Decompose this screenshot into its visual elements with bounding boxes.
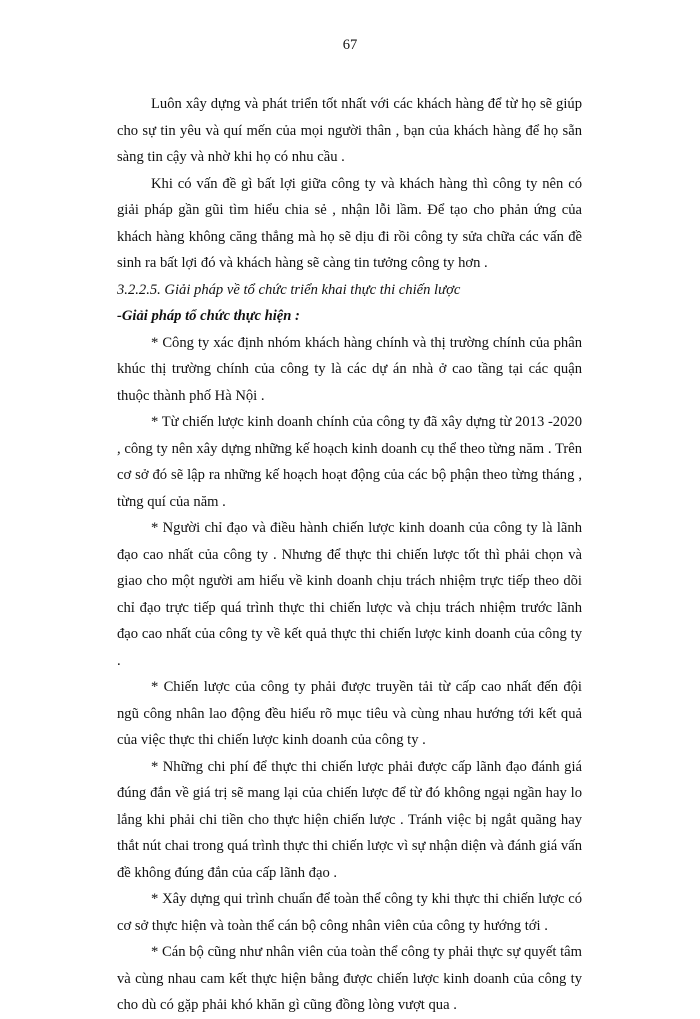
bullet-paragraph: * Cán bộ cũng như nhân viên của toàn thể công ty phải thực sự quyết tâm và cùng nhau cam kết thực hiện bằng được chiến lược kinh doanh của công ty cho dù có gặp phải khó khăn gì cũng đồng lòng vượt qua . <box>117 944 582 1013</box>
bullet-paragraph: * Từ chiến lược kinh doanh chính của công ty đã xây dựng từ 2013 -2020 , công ty nên xây dựng những kế hoạch kinh doanh cụ thể theo từng năm . Trên cơ sở đó sẽ lập ra những kế hoạch hoạt động của các bộ phận theo từng tháng , từng quí của năm . <box>117 414 582 510</box>
paragraph: Luôn xây dựng và phát triển tốt nhất với các khách hàng để từ họ sẽ giúp cho sự tin yêu và quí mến của mọi người thân , bạn của khách hàng để họ sẵn sàng tin cậy và nhờ khi họ có nhu cầu . <box>117 96 582 165</box>
paragraph: Khi có vấn đề gì bất lợi giữa công ty và khách hàng thì công ty nên có giải pháp gần gũi tìm hiểu chia sẻ , nhận lỗi lầm. Để tạo cho phản ứng của khách hàng không căng thẳng mà họ sẽ dịu đi rồi công ty sửa chữa các vấn đề sinh ra bất lợi đó và khách hàng sẽ càng tin tưởng công ty hơn . <box>117 175 582 271</box>
body-text <box>117 91 582 1019</box>
bullet-paragraph: * Những chi phí để thực thi chiến lược phải được cấp lãnh đạo đánh giá đúng đắn về giá trị sẽ mang lại của chiến lược để từ đó không ngại ngần hay lo lắng khi phải chi tiền cho thực hiện chiến lược . Tránh việc bị ngắt quãng hay thắt nút chai trong quá trình thực thi chiến lược vì sự nhận diện và đánh giá vấn đề không đúng đắn của cấp lãnh đạo . <box>117 758 582 881</box>
bullet-paragraph: * Người chỉ đạo và điều hành chiến lược kinh doanh của công ty là lãnh đạo cao nhất của công ty . Nhưng để thực thi chiến lược tốt thì phải chọn và giao cho một người am hiểu về kinh doanh chịu trách nhiệm trực tiếp theo dõi chỉ đạo trực tiếp quá trình thực thi chiến lược và chịu trách nhiệm trước lãnh đạo cao nhất của công ty về kết quả thực thi chiến lược kinh doanh của công ty . <box>117 520 582 669</box>
bullet-paragraph: * Chiến lược của công ty phải được truyền tải từ cấp cao nhất đến đội ngũ công nhân lao động đều hiểu rõ mục tiêu và cùng nhau hướng tới kết quả của việc thực thi chiến lược kinh doanh của công ty . <box>117 679 582 748</box>
bullet-paragraph: * Công ty xác định nhóm khách hàng chính và thị trường chính của phân khúc thị trường chính của công ty là các dự án nhà ở cao tầng tại các quận thuộc thành phố Hà Nội . <box>117 334 582 404</box>
bullet-paragraph: * Xây dựng qui trình chuẩn để toàn thể công ty khi thực thi chiến lược có cơ sở thực hiện và toàn thể cán bộ công nhân viên của công ty hướng tới . <box>117 891 582 934</box>
section-heading: 3.2.2.5. Giải pháp về tổ chức triển khai thực thi chiến lược <box>117 281 461 298</box>
subheading: -Giải pháp tổ chức thực hiện : <box>117 308 300 324</box>
page-number: 67 <box>342 37 358 53</box>
